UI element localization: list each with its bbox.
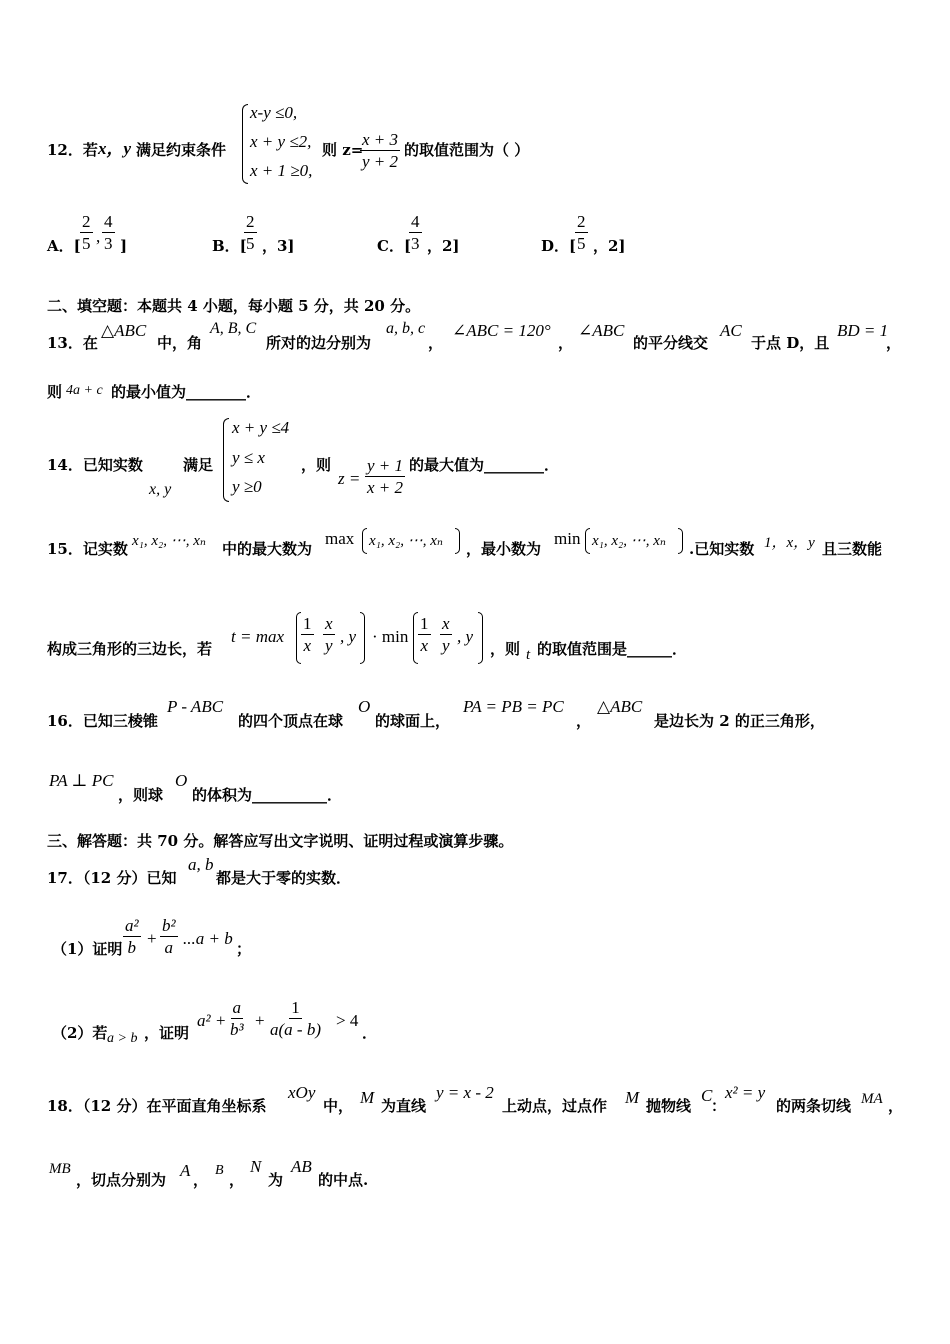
q16-triangle: △ABC <box>597 697 643 716</box>
q15-frac-2-num: x <box>325 614 333 633</box>
q15-frac-4-num: x <box>442 614 450 633</box>
q14-fraction <box>365 456 405 499</box>
q18-b: B <box>215 1163 224 1178</box>
q13-text-2: 所对的边分别为 <box>266 334 372 352</box>
q17-frac-aab-den: a(a - b) <box>270 1020 321 1039</box>
q12-option-a-n2: 4 <box>104 212 113 231</box>
q18-mb: MB <box>49 1161 71 1177</box>
q12-tail: 的取值范围为（ ） <box>404 141 530 159</box>
q16-text-3: 是边长为 2 的正三角形， <box>654 712 825 730</box>
q16-o-2: O <box>175 771 188 790</box>
q15-frac-1-den: x <box>303 636 312 655</box>
q12-option-b-frac <box>244 212 257 255</box>
q17-frac-1-num: 1 <box>291 998 300 1017</box>
q12-option-a-end: ] <box>120 237 128 255</box>
q18-line: y = x - 2 <box>436 1083 494 1102</box>
q17-part2-label: （2）若 <box>52 1024 108 1042</box>
q12-option-c-d: 3 <box>411 234 420 253</box>
q17-semicolon: ； <box>236 940 252 958</box>
q12-option-d-label: D．[ <box>541 237 577 255</box>
q13-triangle: △ABC <box>101 321 147 340</box>
q14-brace <box>223 418 229 502</box>
q15-y-2: , y <box>457 627 474 646</box>
q17-a-squared: a² + <box>197 1011 227 1030</box>
q15-frac-4 <box>440 614 452 657</box>
q18-ma: MA <box>861 1091 883 1107</box>
q17-frac-a-den: a <box>164 938 174 957</box>
q16-o: O <box>358 697 371 716</box>
q17-ab: a, b <box>188 855 214 874</box>
q18-text-3: 上动点，过点作 <box>502 1097 608 1115</box>
q18-a: A <box>180 1161 191 1180</box>
q15-frac-3-num: 1 <box>420 614 429 633</box>
q12-option-a-frac1 <box>80 212 93 255</box>
q18-line2-text-1: ，切点分别为 <box>76 1171 167 1189</box>
q17-label: 17．（12 分）已知 <box>47 869 177 887</box>
q12-text: 满足约束条件 <box>136 141 227 159</box>
q13-comma-2: ， <box>558 334 574 352</box>
q17-frac-a2-b <box>123 916 141 959</box>
q13-angle-value: ∠ABC = 120° <box>452 321 551 340</box>
q17-frac-b3-den: b³ <box>230 1020 244 1039</box>
q13-line2-end: 的最小值为________． <box>111 383 262 401</box>
q14-constraint-1: x + y ≤4 <box>232 418 290 437</box>
q12-constraint-2: x + y ≤2, <box>250 132 312 151</box>
q15-y-1: , y <box>340 627 357 646</box>
q12-option-b-label: B．[ <box>212 237 247 255</box>
q18-n: N <box>250 1157 262 1176</box>
q14-constraint-3: y ≥0 <box>232 477 262 496</box>
q12-fraction <box>360 130 400 173</box>
q18-ab: AB <box>291 1157 312 1176</box>
q15-frac-3-den: x <box>420 636 429 655</box>
q15-brace-1-right <box>360 612 365 664</box>
q12-option-d-n: 2 <box>577 212 586 231</box>
q12-option-c-label: C．[ <box>377 237 412 255</box>
q14-constraint-2: y ≤ x <box>232 448 265 467</box>
q13-bd: BD = 1 <box>837 321 889 340</box>
q16-line2-start: ，则球 <box>118 786 164 804</box>
q14-vars: x, y <box>149 481 172 498</box>
q17-plus: + <box>147 929 157 948</box>
q14-text-1: 满足 <box>183 456 214 474</box>
q15-t: t <box>526 647 531 663</box>
q12-brace <box>242 104 248 184</box>
q17-frac-a-b3 <box>228 998 246 1041</box>
q12-option-a-frac2 <box>102 212 115 255</box>
q16-pyramid: P - ABC <box>167 697 224 716</box>
q17-plus-2: + <box>255 1011 265 1030</box>
q12-option-d-d: 5 <box>577 234 586 253</box>
q18-xoy: xOy <box>288 1083 316 1102</box>
q18-colon: ： <box>711 1097 727 1115</box>
q12-option-c-n: 4 <box>411 212 420 231</box>
q12-option-d-end: ，2] <box>593 237 626 255</box>
q15-frac-3 <box>418 614 431 657</box>
q17-part2-text: ，证明 <box>144 1024 190 1042</box>
q13-angle-2: ∠ABC <box>578 321 625 340</box>
q16-label: 16．已知三棱锥 <box>47 712 158 730</box>
q17-frac-1-ab <box>268 998 323 1041</box>
q18-text-4: 抛物线 <box>646 1097 692 1115</box>
q15-text-2: ，最小数为 <box>466 540 542 558</box>
q16-text-1: 的四个顶点在球 <box>238 712 344 730</box>
q12-constraint-1: x-y ≤0, <box>250 103 298 122</box>
q12-z: 则 z= <box>322 141 364 159</box>
q12-option-c-end: ，2] <box>427 237 460 255</box>
q12-vars: x，y <box>98 139 132 158</box>
q12-frac-den: y + 2 <box>362 152 399 171</box>
q14-frac-den: x + 2 <box>367 478 404 497</box>
q18-comma-3: ， <box>229 1171 245 1189</box>
q18-line2-text-2: 为 <box>268 1171 284 1189</box>
q17-condition: a > b <box>107 1031 138 1046</box>
q12-option-b-n: 2 <box>246 212 255 231</box>
q12-frac-num: x + 3 <box>362 130 399 149</box>
q15-min: min <box>554 529 581 548</box>
q13-comma-3: ， <box>886 334 902 352</box>
q16-line2-end: 的体积为__________． <box>192 786 343 804</box>
q12-option-c-frac <box>409 212 422 255</box>
q14-frac-num: y + 1 <box>367 456 404 475</box>
q15-max-brace-left <box>362 528 367 554</box>
q18-line2-text-3: 的中点. <box>318 1171 369 1189</box>
q15-frac-1-num: 1 <box>303 614 312 633</box>
q15-min-brace-right <box>678 528 683 554</box>
q17-frac-b2-a <box>160 916 178 959</box>
q12-option-a-sep: , <box>96 227 101 246</box>
q17-greater-than: > 4 <box>336 1011 359 1030</box>
q15-sequence: x₁, x₂, ⋯, xₙ <box>132 533 206 549</box>
q18-m-2: M <box>625 1088 640 1107</box>
q18-comma-2: ， <box>193 1171 209 1189</box>
q13-label: 13．在 <box>47 334 98 352</box>
q17-period: ． <box>362 1024 378 1042</box>
q16-equal-edges: PA = PB = PC <box>463 697 564 716</box>
q12-constraint-3: x + 1 ≥0, <box>250 161 313 180</box>
q14-label: 14．已知实数 <box>47 456 143 474</box>
q13-sides: a, b, c <box>386 320 426 337</box>
q15-text-3: .已知实数 <box>689 540 755 558</box>
q15-frac-1 <box>301 614 314 657</box>
q13-expression: 4a + c <box>66 383 103 398</box>
q15-min-brace-left <box>585 528 590 554</box>
q12-option-a-label: A．[ <box>47 237 81 255</box>
q18-text-2: 为直线 <box>381 1097 427 1115</box>
q15-line2-mid: ，则 <box>490 640 521 658</box>
q17-rest: ...a + b <box>183 929 233 948</box>
q17-frac-b2-num: b² <box>162 916 176 935</box>
q14-z: z = <box>338 469 361 488</box>
section-3-heading: 三、解答题：共 70 分。解答应写出文字说明、证明过程或演算步骤。 <box>47 832 514 850</box>
q12-option-d-frac <box>575 212 588 255</box>
q12-option-a-d1: 5 <box>82 234 91 253</box>
q12-option-a-n1: 2 <box>82 212 91 231</box>
q13-comma-1: ， <box>428 334 444 352</box>
q18-parabola: x² = y <box>725 1083 766 1102</box>
q15-frac-4-den: y <box>442 636 450 655</box>
q15-min-set: x₁, x₂, ⋯, xₙ <box>592 533 666 549</box>
q13-angles: A, B, C <box>210 320 257 337</box>
q14-text-2: ，则 <box>301 456 332 474</box>
q15-dot-min: · min <box>372 627 409 646</box>
q13-text-3: 的平分线交 <box>633 334 709 352</box>
q12-option-b-d: 5 <box>246 234 255 253</box>
q16-perpendicular: PA ⊥ PC <box>49 771 114 790</box>
q18-m: M <box>360 1088 375 1107</box>
q13-text-1: 中，角 <box>157 334 203 352</box>
q14-tail: 的最大值为________． <box>409 456 560 474</box>
q15-brace-2-right <box>478 612 483 664</box>
q15-line2-start: 构成三角形的三边长，若 <box>47 640 213 658</box>
q17-part1-label: （1）证明 <box>52 940 123 958</box>
q12-label: 12．若 <box>47 141 98 159</box>
q15-text-1: 中的最大数为 <box>222 540 313 558</box>
q15-frac-2 <box>323 614 335 657</box>
q17-frac-b-den: b <box>127 938 137 957</box>
q13-line2-start: 则 <box>47 383 63 401</box>
q18-label: 18．（12 分）在平面直角坐标系 <box>47 1097 267 1115</box>
q12-option-b-end: ，3] <box>262 237 295 255</box>
q18-comma: ， <box>888 1097 904 1115</box>
q15-max-set: x₁, x₂, ⋯, xₙ <box>369 533 443 549</box>
q12-option-a-d2: 3 <box>104 234 113 253</box>
q15-text-4: 且三数能 <box>822 540 883 558</box>
q15-vars: 1，x，y <box>764 535 815 551</box>
q16-comma: ， <box>576 712 592 730</box>
q15-frac-2-den: y <box>325 636 333 655</box>
q15-max-brace-right <box>455 528 460 554</box>
section-2-heading: 二、填空题：本题共 4 小题，每小题 5 分，共 20 分。 <box>47 297 421 315</box>
q15-max: max <box>325 529 355 548</box>
q17-frac-a-num: a <box>232 998 242 1017</box>
q18-c: C <box>701 1086 713 1105</box>
q17-text: 都是大于零的实数． <box>216 869 352 887</box>
q17-frac-a2-num: a² <box>125 916 139 935</box>
q15-label: 15．记实数 <box>47 540 128 558</box>
q15-t-max: t = max <box>231 627 285 646</box>
q18-text-5: 的两条切线 <box>776 1097 852 1115</box>
q13-ac: AC <box>720 321 742 340</box>
q16-text-2: 的球面上， <box>375 712 451 730</box>
q18-text-1: 中， <box>323 1097 354 1115</box>
q15-line2-end: 的取值范围是______． <box>537 640 688 658</box>
q13-text-4: 于点 D，且 <box>751 334 830 352</box>
